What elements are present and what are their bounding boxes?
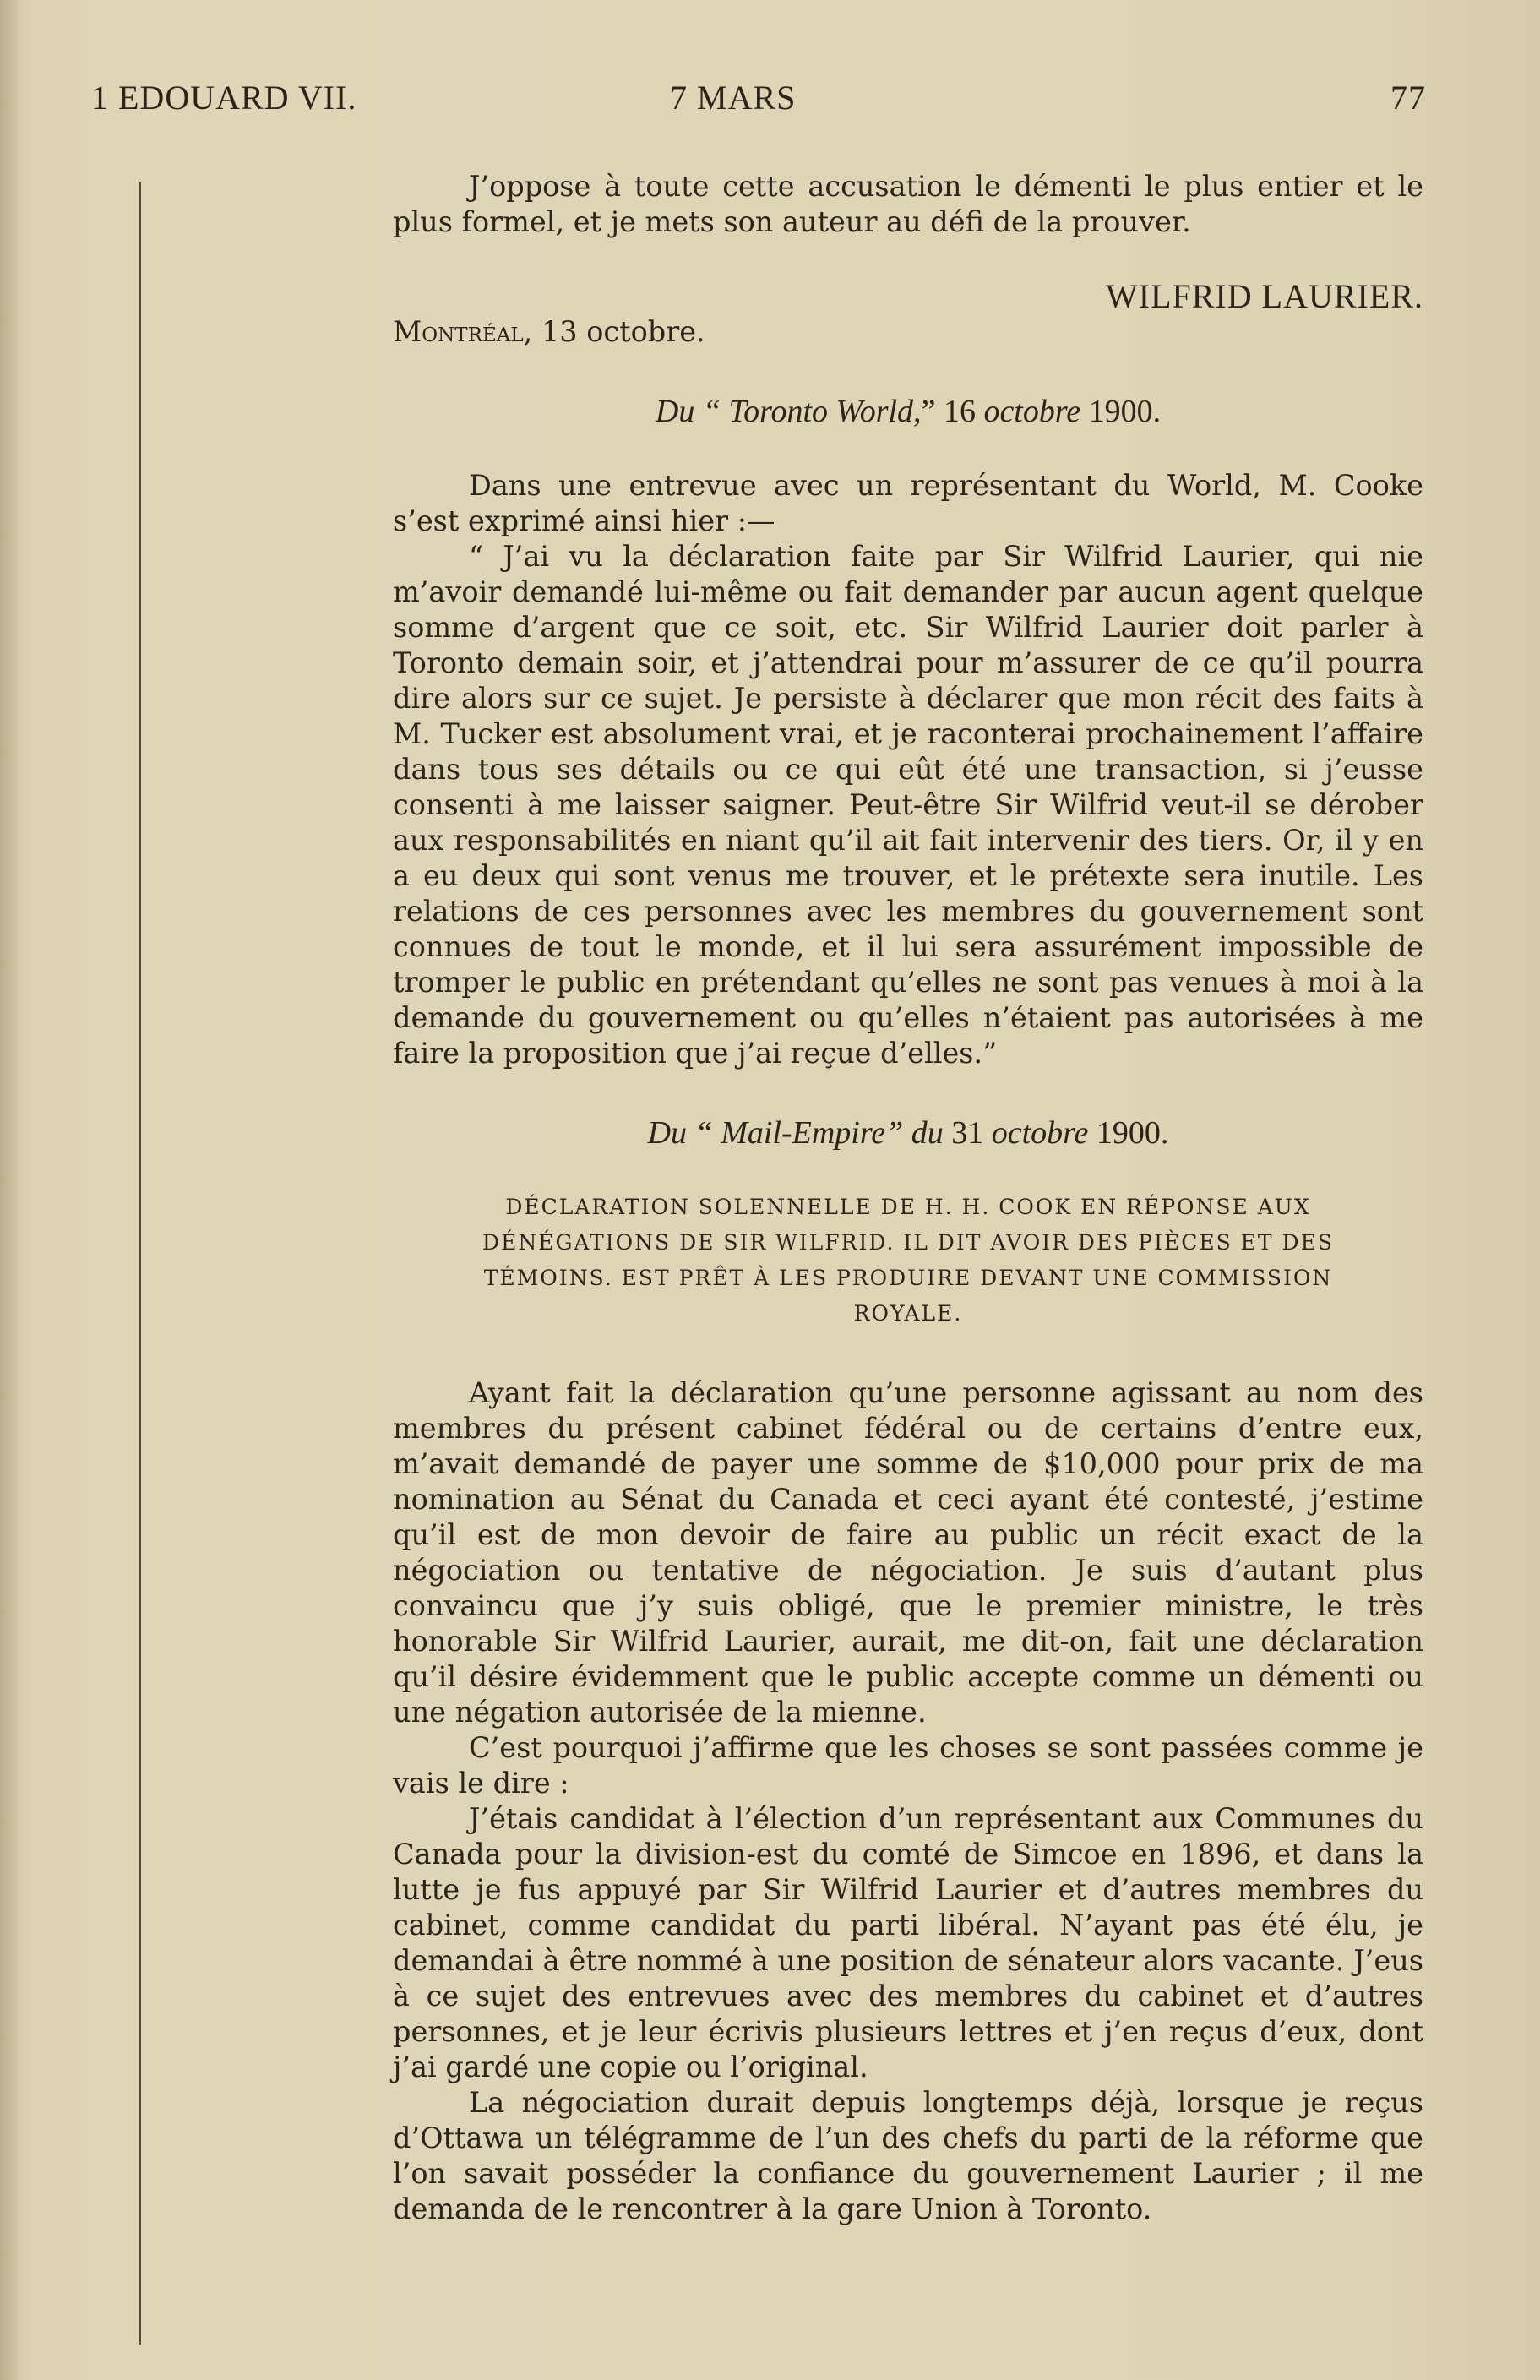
article2-paragraph: J’étais candidat à l’élection d’un représentant aux Communes du Canada pour la division-est du comté de Simcoe en 1896, et dans la lutte je fus appuyé par Sir Wilfrid Laurier et d’autres membres du cabinet, comme candidat du parti libéral. N’ayant pas été élu, je demandai à être nommé à une position de sénateur alors vacante. J’eus à ce sujet des entrevues avec des membres du cabinet et d’autres personnes, et je leur écrivis plusieurs lettres et j’en reçus d’eux, dont j’ai gardé une copie ou l’original. [393, 1802, 1423, 2083]
source-line-mail-empire [393, 1115, 1423, 1151]
source-paper-name: Toronto World, [728, 394, 922, 429]
margin-rule [139, 182, 141, 2345]
source-paper-name: Mail-Empire [721, 1115, 886, 1151]
page-edge-shadow [0, 0, 19, 2380]
source-day: 31 [951, 1115, 984, 1151]
article1-paragraph: Dans une entrevue avec un représentant du World, M. Cooke s’est exprimé ainsi hier :— [393, 469, 1423, 537]
source-suffix: ” du [885, 1115, 952, 1151]
source-prefix: Du “ [647, 1115, 721, 1151]
signature: WILFRID LAURIER. [1106, 277, 1423, 315]
source-month: octobre [983, 1115, 1097, 1151]
page-number: 77 [1390, 79, 1426, 117]
place-date-line [393, 314, 1423, 350]
article2-paragraph: La négociation durait depuis longtemps déjà, lorsque je reçus d’Ottawa un télégramme de l’un des chefs du parti de la réforme que l’on savait posséder la confiance du gouvernement Laurier ; il me demanda de le rencontrer à la gare Union à Toronto. [393, 2086, 1423, 2225]
article2-paragraph: Ayant fait la déclaration qu’une personne agissant au nom des membres du présent cabinet fédéral ou de certains d’entre eux, m’avait demandé de payer une somme de $10,000 pour prix de ma nomination au Sénat du Canada et ceci ayant été contesté, j’estime qu’il est de mon devoir de faire au public un récit exact de la négociation ou tentative de négociation. Je suis d’autant plus convaincu que j’y suis obligé, que le premier ministre, le très honorable Sir Wilfrid Laurier, aurait, me dit-on, fait une déclaration qu’il désire évidemment que le public accepte comme un démenti ou une négation autorisée de la mienne. [393, 1376, 1423, 1729]
source-prefix: Du “ [655, 394, 729, 429]
header-date: 7 MARS [670, 79, 797, 117]
source-line-toronto-world [393, 394, 1423, 429]
source-suffix: ” [921, 394, 944, 429]
source-day: 16 [943, 394, 976, 429]
source-year: 1900. [1096, 1115, 1169, 1151]
article2-paragraph: C’est pourquoi j’affirme que les choses se sont passées comme je vais le dire : [393, 1731, 1423, 1800]
letter-paragraph: J’oppose à toute cette accusation le démenti le plus entier et le plus formel, et je mets son auteur au défi de la prouver. [393, 170, 1423, 238]
letter-date: , 13 octobre. [523, 315, 705, 348]
article-heading: DÉCLARATION SOLENNELLE DE H. H. COOK EN RÉPONSE AUX DÉNÉGATIONS DE SIR WILFRID. IL DIT AVOIR DES PIÈCES ET DES TÉMOINS. EST PRÊT À LES PRODUIRE DEVANT UNE COMMISSION ROYALE. [482, 1195, 1334, 1326]
running-header [91, 78, 1426, 128]
header-regnal-year: 1 EDOUARD VII. [91, 79, 357, 117]
place-name: Montréal [393, 315, 524, 348]
article1-paragraph: “ J’ai vu la déclaration faite par Sir Wilfrid Laurier, qui nie m’avoir demandé lui-même ou fait demander par aucun agent quelque somme d’argent que ce soit, etc. Sir Wilfrid Laurier doit parler à Toronto demain soir, et j’attendrai pour m’assurer de ce qu’il pourra dire alors sur ce sujet. Je persiste à déclarer que mon récit des faits à M. Tucker est absolument vrai, et je raconterai prochainement l’affaire dans tous ses détails ou ce qui eût été une transaction, si j’eusse consenti à me laisser saigner. Peut-être Sir Wilfrid veut-il se dérober aux responsabilités en niant qu’il ait fait intervenir des tiers. Or, il y en a eu deux qui sont venus me trouver, et le prétexte sera inutile. Les relations de ces personnes avec les membres du gouvernement sont connues de tout le monde, et il lui sera assurément impossible de tromper le public en prétendant qu’elles ne sont pas venues à moi à la demande du gouvernement ou qu’elles n’étaient pas autorisées à me faire la proposition que j’ai reçue d’elles.” [393, 540, 1423, 1070]
source-year: 1900. [1088, 394, 1162, 429]
source-month: octobre [975, 394, 1089, 429]
body-text [393, 169, 1423, 2227]
